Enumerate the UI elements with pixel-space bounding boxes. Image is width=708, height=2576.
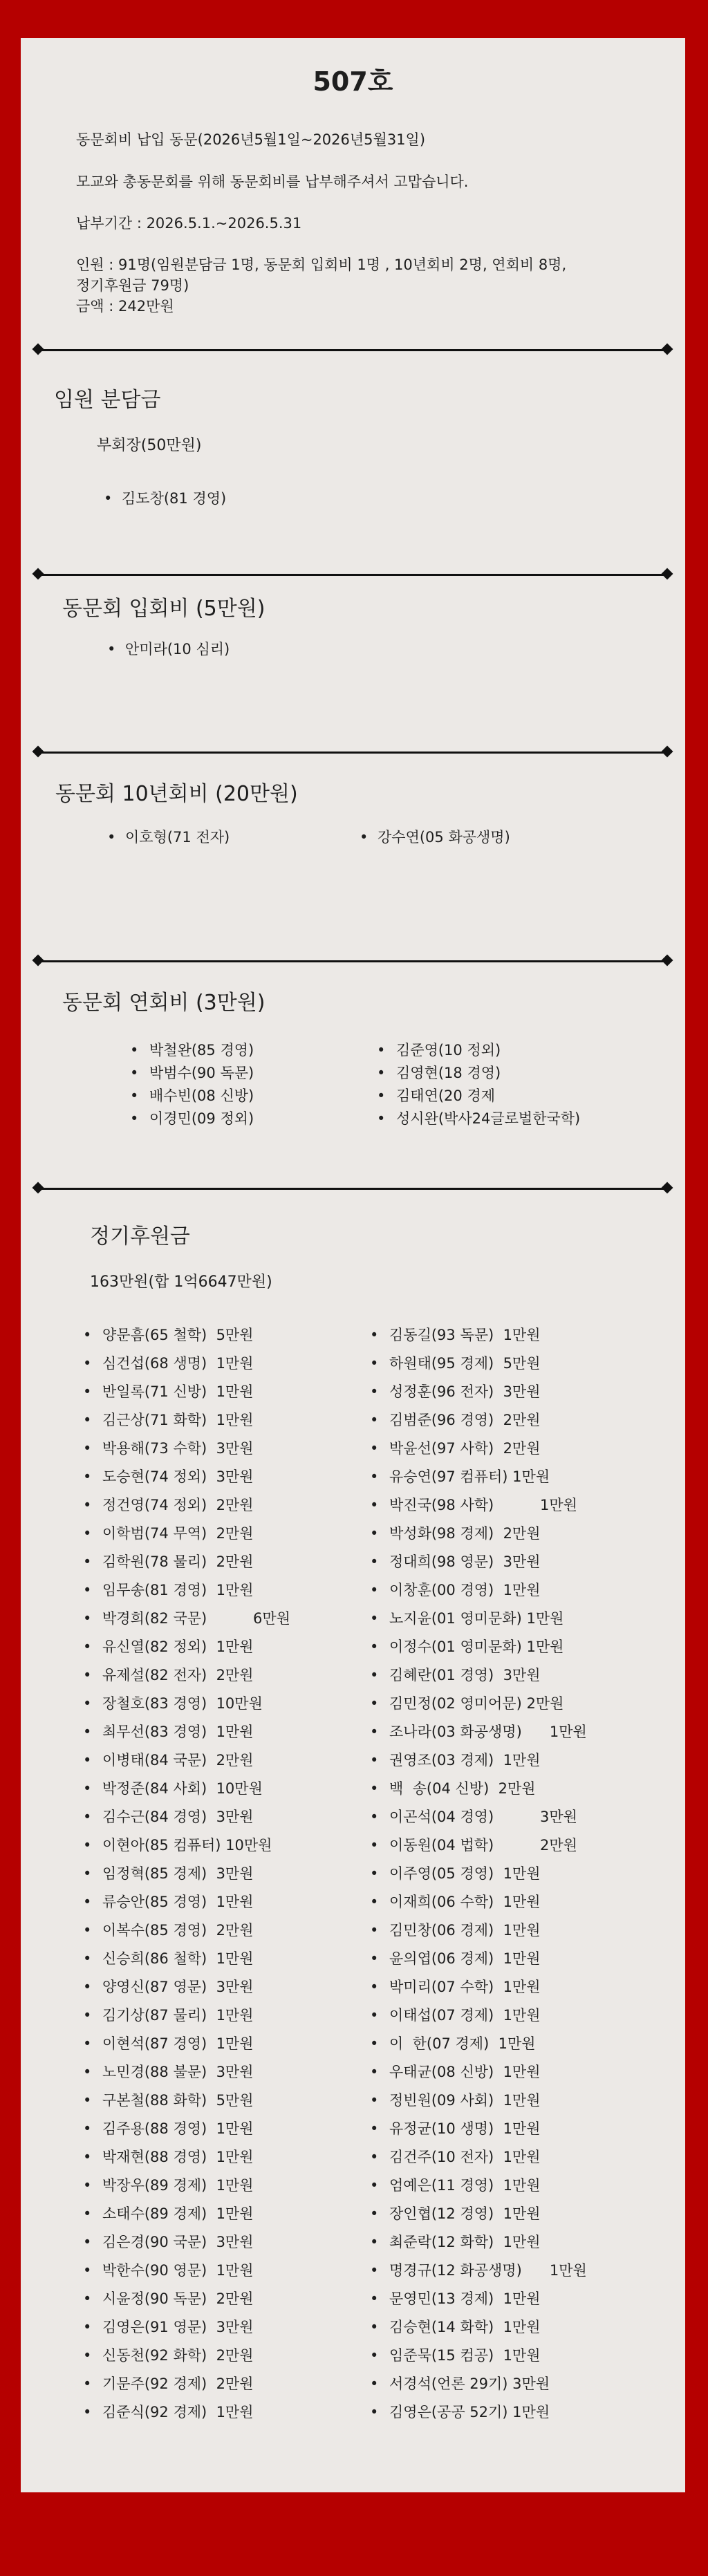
list-item: • 윤의엽(06 경제) 1만원 [370, 1945, 587, 1973]
officer-section-title: 임원 분담금 [54, 388, 161, 412]
list-item: • 이학범(74 무역) 2만원 [83, 1520, 290, 1548]
list-item: • 서경석(언론 29기) 3만원 [370, 2370, 587, 2398]
list-item: • 반일록(71 신방) 1만원 [83, 1378, 290, 1406]
list-item: • 유승연(97 컴퓨터) 1만원 [370, 1463, 587, 1491]
list-item: • 이재희(06 수학) 1만원 [370, 1888, 587, 1916]
list-item: • 조나라(03 화공생명) 1만원 [370, 1718, 587, 1746]
section-divider [38, 1188, 667, 1190]
list-item: • 배수빈(08 신방) [130, 1085, 254, 1108]
list-item: • 박미리(07 수학) 1만원 [370, 1973, 587, 2001]
list-item: • 이병태(84 국문) 2만원 [83, 1746, 290, 1775]
list-item: • 이복수(85 경영) 2만원 [83, 1916, 290, 1945]
intro-payment-period: 납부기간 : 2026.5.1.~2026.5.31 [76, 215, 302, 232]
list-item: • 이경민(09 정외) [130, 1108, 254, 1130]
list-item: • 박정준(84 사회) 10만원 [83, 1775, 290, 1803]
list-item: • 김범준(96 경영) 2만원 [370, 1406, 587, 1435]
page-title: 507호 [313, 66, 393, 97]
list-item: • 김건주(10 전자) 1만원 [370, 2143, 587, 2172]
list-item: • 박경희(82 국문) 6만원 [83, 1605, 290, 1633]
list-item: • 박철완(85 경영) [130, 1039, 254, 1062]
annual-section-title: 동문회 연회비 (3만원) [62, 991, 266, 1015]
list-item: • 이동원(04 법학) 2만원 [370, 1831, 587, 1860]
intro-headcount: 인원 : 91명(임원분담금 1명, 동문회 입회비 1명 , 10년회비 2명, 연회비 8명, [76, 256, 567, 273]
regular-list-right [370, 1321, 587, 2427]
list-item: • 김영현(18 경영) [377, 1062, 580, 1085]
list-item: • 박한수(90 영문) 1만원 [83, 2257, 290, 2285]
list-item: • 유신열(82 정외) 1만원 [83, 1633, 290, 1661]
list-item: • 이정수(01 영미문화) 1만원 [370, 1633, 587, 1661]
list-item: • 신승희(86 철학) 1만원 [83, 1945, 290, 1973]
list-item: • 김수근(84 경영) 3만원 [83, 1803, 290, 1831]
list-item: • 최준락(12 화학) 1만원 [370, 2228, 587, 2257]
tenyear-section-title: 동문회 10년회비 (20만원) [55, 782, 298, 806]
list-item: • 도승현(74 정외) 3만원 [83, 1463, 290, 1491]
list-item: • 이 한(07 경제) 1만원 [370, 2030, 587, 2058]
list-item: • 김민정(02 영미어문) 2만원 [370, 1690, 587, 1718]
list-item: • 정건영(74 정외) 2만원 [83, 1491, 290, 1520]
regular-section-title: 정기후원금 [90, 1224, 190, 1249]
tenyear-member: • 이호형(71 전자) [107, 826, 230, 847]
list-item: • 명경규(12 화공생명) 1만원 [370, 2257, 587, 2285]
list-item: • 김준식(92 경제) 1만원 [83, 2398, 290, 2427]
list-item: • 김은경(90 국문) 3만원 [83, 2228, 290, 2257]
list-item: • 권영조(03 경제) 1만원 [370, 1746, 587, 1775]
list-item: • 이곤석(04 경영) 3만원 [370, 1803, 587, 1831]
list-item: • 하원태(95 경제) 5만원 [370, 1350, 587, 1378]
list-item: • 소태수(89 경제) 1만원 [83, 2200, 290, 2228]
intro-headcount-cont: 정기후원금 79명) [76, 277, 189, 294]
list-item: • 장철호(83 경영) 10만원 [83, 1690, 290, 1718]
list-item: • 정대희(98 영문) 3만원 [370, 1548, 587, 1576]
list-item: • 시윤정(90 독문) 2만원 [83, 2285, 290, 2313]
list-item: • 양영신(87 영문) 3만원 [83, 1973, 290, 2001]
intro-thanks: 모교와 총동문회를 위해 동문회비를 납부해주셔서 고맙습니다. [76, 174, 469, 190]
list-item: • 김영은(91 영문) 3만원 [83, 2313, 290, 2342]
list-item: • 박진국(98 사학) 1만원 [370, 1491, 587, 1520]
list-item: • 김기상(87 물리) 1만원 [83, 2001, 290, 2030]
list-item: • 김동길(93 독문) 1만원 [370, 1321, 587, 1350]
regular-total: 163만원(합 1억6647만원) [90, 1273, 272, 1291]
list-item: • 신동천(92 화학) 2만원 [83, 2342, 290, 2370]
list-item: • 김근상(71 화학) 1만원 [83, 1406, 290, 1435]
list-item: • 임무송(81 경영) 1만원 [83, 1576, 290, 1605]
section-divider [38, 752, 667, 754]
list-item: • 기문주(92 경제) 2만원 [83, 2370, 290, 2398]
annual-list-left [130, 1039, 254, 1130]
entry-member: • 안미라(10 심리) [107, 638, 230, 659]
officer-member: • 김도창(81 경영) [104, 487, 226, 508]
list-item: • 이태섭(07 경제) 1만원 [370, 2001, 587, 2030]
entry-section-title: 동문회 입회비 (5만원) [62, 597, 266, 621]
list-item: • 류승안(85 경영) 1만원 [83, 1888, 290, 1916]
list-item: • 김민창(06 경제) 1만원 [370, 1916, 587, 1945]
section-divider [38, 349, 667, 351]
list-item: • 문영민(13 경제) 1만원 [370, 2285, 587, 2313]
officer-role: 부회장(50만원) [97, 437, 202, 454]
list-item: • 양문흠(65 철학) 5만원 [83, 1321, 290, 1350]
section-divider [38, 960, 667, 962]
list-item: • 임정혁(85 경제) 3만원 [83, 1860, 290, 1888]
list-item: • 우태균(08 신방) 1만원 [370, 2058, 587, 2087]
intro-amount: 금액 : 242만원 [76, 298, 174, 315]
list-item: • 김학원(78 물리) 2만원 [83, 1548, 290, 1576]
list-item: • 김주용(88 경영) 1만원 [83, 2115, 290, 2143]
list-item: • 구본철(88 화학) 5만원 [83, 2087, 290, 2115]
list-item: • 유정균(10 생명) 1만원 [370, 2115, 587, 2143]
list-item: • 심건섭(68 생명) 1만원 [83, 1350, 290, 1378]
list-item: • 김준영(10 정외) [377, 1039, 580, 1062]
list-item: • 박윤선(97 사학) 2만원 [370, 1435, 587, 1463]
list-item: • 성시완(박사24글로벌한국학) [377, 1108, 580, 1130]
list-item: • 박범수(90 독문) [130, 1062, 254, 1085]
list-item: • 최무선(83 경영) 1만원 [83, 1718, 290, 1746]
list-item: • 임준묵(15 컴공) 1만원 [370, 2342, 587, 2370]
list-item: • 김승현(14 화학) 1만원 [370, 2313, 587, 2342]
list-item: • 김혜란(01 경영) 3만원 [370, 1661, 587, 1690]
list-item: • 박재현(88 경영) 1만원 [83, 2143, 290, 2172]
list-item: • 박성화(98 경제) 2만원 [370, 1520, 587, 1548]
notice-sheet [21, 38, 685, 2492]
list-item: • 백 송(04 신방) 2만원 [370, 1775, 587, 1803]
regular-list-left [83, 1321, 290, 2427]
list-item: • 박용해(73 수학) 3만원 [83, 1435, 290, 1463]
section-divider [38, 574, 667, 576]
list-item: • 이현석(87 경영) 1만원 [83, 2030, 290, 2058]
list-item: • 이주영(05 경영) 1만원 [370, 1860, 587, 1888]
list-item: • 이현아(85 컴퓨터) 10만원 [83, 1831, 290, 1860]
list-item: • 유제설(82 전자) 2만원 [83, 1661, 290, 1690]
list-item: • 장인협(12 경영) 1만원 [370, 2200, 587, 2228]
list-item: • 김영은(공공 52기) 1만원 [370, 2398, 587, 2427]
list-item: • 엄예은(11 경영) 1만원 [370, 2172, 587, 2200]
list-item: • 정빈원(09 사회) 1만원 [370, 2087, 587, 2115]
list-item: • 성정훈(96 전자) 3만원 [370, 1378, 587, 1406]
list-item: • 노민경(88 불문) 3만원 [83, 2058, 290, 2087]
annual-list-right [377, 1039, 580, 1130]
intro-period: 동문회비 납입 동문(2026년5월1일~2026년5월31일) [76, 131, 426, 148]
list-item: • 이창훈(00 경영) 1만원 [370, 1576, 587, 1605]
list-item: • 노지윤(01 영미문화) 1만원 [370, 1605, 587, 1633]
list-item: • 박장우(89 경제) 1만원 [83, 2172, 290, 2200]
list-item: • 김태연(20 경제 [377, 1085, 580, 1108]
tenyear-member: • 강수연(05 화공생명) [360, 826, 510, 847]
